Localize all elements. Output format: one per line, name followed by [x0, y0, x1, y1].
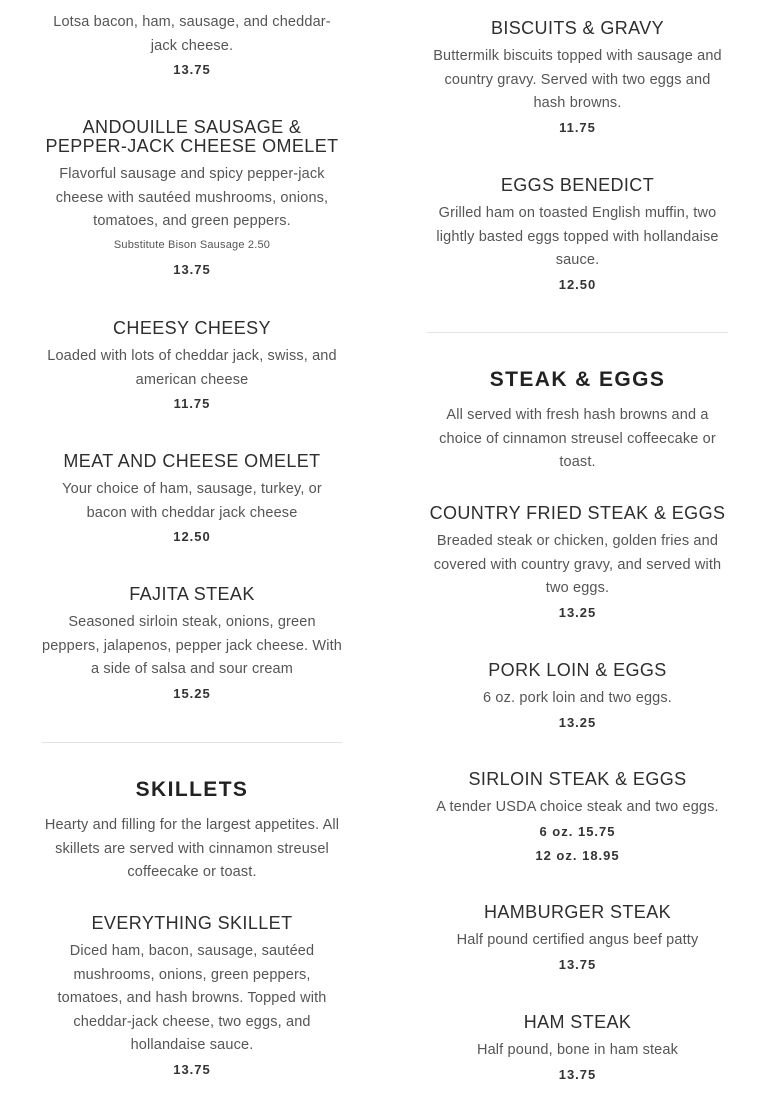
menu-item-everything-skillet — [42, 914, 342, 1082]
item-name: HAMBURGER STEAK — [483, 902, 672, 922]
menu-item-eggs-benedict — [427, 176, 728, 297]
section-divider — [427, 332, 728, 333]
menu-item-ham-steak — [427, 1013, 728, 1087]
menu-item-andouille-omelet — [42, 118, 342, 282]
item-description: Breaded steak or chicken, golden fries and covered with country gravy, and served with two eggs. — [433, 533, 722, 596]
item-price: 13.75 — [173, 261, 211, 277]
menu-item-sirloin-steak — [427, 770, 728, 868]
item-description: Your choice of ham, sausage, turkey, or bacon with cheddar jack cheese — [62, 481, 322, 521]
item-price: 15.25 — [173, 685, 211, 701]
item-price: 13.25 — [558, 604, 597, 620]
item-description: Flavorful sausage and spicy pepper-jack cheese with sautéed mushrooms, onions, tomatoes, and green peppers. — [55, 166, 329, 229]
item-price: 13.75 — [558, 1066, 597, 1082]
item-name: EVERYTHING SKILLET — [91, 913, 293, 933]
menu-item-country-fried-steak — [427, 504, 728, 625]
item-price: 12.50 — [558, 276, 597, 292]
item-name: SIRLOIN STEAK & EGGS — [468, 769, 687, 789]
item-description: Half pound, bone in ham steak — [476, 1042, 679, 1058]
item-name: ANDOUILLE SAUSAGE & PEPPER-JACK CHEESE OMELET — [45, 117, 339, 156]
item-price-12oz: 12 oz. 18.95 — [535, 847, 620, 863]
item-price-6oz: 6 oz. 15.75 — [539, 823, 616, 839]
item-name: EGGS BENEDICT — [500, 175, 655, 195]
menu-item-cheesy-cheesy — [42, 319, 342, 416]
item-name: PORK LOIN & EGGS — [488, 660, 667, 680]
item-description: 6 oz. pork loin and two eggs. — [483, 690, 672, 706]
menu-item-fajita-steak — [42, 585, 342, 706]
menu-item-meat-cheese-omelet — [42, 452, 342, 549]
item-description: Half pound certified angus beef patty — [456, 932, 699, 948]
item-name: COUNTRY FRIED STEAK & EGGS — [429, 503, 726, 523]
section-title: SKILLETS — [135, 778, 249, 801]
item-description: Buttermilk biscuits topped with sausage and country gravy. Served with two eggs and hash browns. — [433, 48, 722, 111]
section-skillets — [42, 777, 342, 885]
section-divider — [42, 742, 342, 743]
item-name: FAJITA STEAK — [129, 584, 255, 604]
item-description: Lotsa bacon, ham, sausage, and cheddar-jack cheese. — [53, 14, 331, 54]
item-description: Diced ham, bacon, sausage, sautéed mushrooms, onions, green peppers, tomatoes, and hash browns. Topped with cheddar-jack cheese, two eggs, and hollandaise sauce. — [57, 943, 327, 1053]
item-description: A tender USDA choice steak and two eggs. — [436, 799, 719, 815]
item-name: BISCUITS & GRAVY — [490, 18, 665, 38]
item-price: 11.75 — [559, 119, 596, 135]
item-price: 11.75 — [173, 396, 211, 411]
item-price: 13.75 — [173, 62, 211, 77]
item-price: 13.25 — [558, 714, 597, 730]
section-title: STEAK & EGGS — [489, 368, 666, 391]
item-price: 13.75 — [558, 956, 597, 972]
menu-item-biscuits-gravy — [427, 19, 728, 140]
menu-item-hamburger-steak — [427, 903, 728, 977]
item-substitute-note: Substitute Bison Sausage 2.50 — [113, 238, 271, 251]
menu-item-pork-loin — [427, 661, 728, 735]
item-price: 12.50 — [173, 529, 211, 544]
item-description: Loaded with lots of cheddar jack, swiss, and american cheese — [47, 348, 337, 388]
section-steak-eggs — [427, 367, 728, 475]
section-description: All served with fresh hash browns and a choice of cinnamon streusel coffeecake or toast. — [439, 407, 716, 470]
menu-item-top — [42, 11, 342, 82]
item-description: Seasoned sirloin steak, onions, green peppers, jalapenos, pepper jack cheese. With a side of salsa and sour cream — [42, 614, 342, 677]
item-name: MEAT AND CHEESE OMELET — [63, 451, 321, 471]
item-price: 13.75 — [173, 1061, 211, 1077]
item-name: CHEESY CHEESY — [113, 318, 271, 338]
section-description: Hearty and filling for the largest appetites. All skillets are served with cinnamon streusel coffeecake or toast. — [44, 817, 340, 880]
item-name: HAM STEAK — [523, 1012, 632, 1032]
item-description: Grilled ham on toasted English muffin, two lightly basted eggs topped with hollandaise sauce. — [436, 205, 719, 268]
